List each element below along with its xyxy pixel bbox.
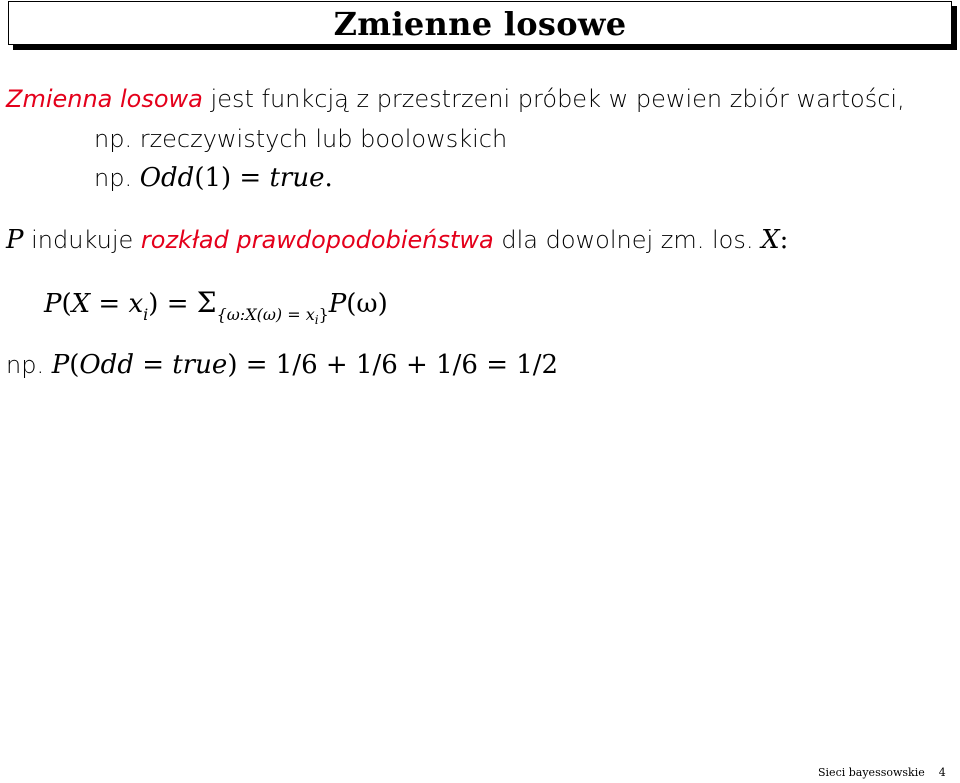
example-func: Odd: [139, 163, 195, 193]
para2-line: [6, 225, 788, 255]
para2-colon: :: [779, 225, 789, 255]
footer-page-number: 4: [938, 766, 946, 779]
term-distribution: rozkład prawdopodobieństwa: [140, 226, 494, 254]
formula-lhs-i: i: [143, 305, 149, 324]
example2-open: (: [69, 350, 80, 380]
example-end: .: [324, 163, 333, 193]
example-prefix: np.: [94, 164, 140, 192]
formula-sum-sub: {ω:X(ω) = x: [216, 305, 315, 324]
formula-lhs-eq: =: [90, 289, 129, 319]
example2: [6, 350, 558, 380]
example2-prefix: np.: [6, 351, 52, 379]
example2-true: true: [172, 350, 228, 380]
example-arg: (1): [194, 163, 232, 193]
para1-text: jest funkcją z przestrzeni próbek w pewien zbiór wartości,: [202, 85, 905, 113]
example2-p: P: [51, 350, 70, 380]
para1-example: [94, 163, 333, 193]
example2-rest: = 1/6 + 1/6 + 1/6 = 1/2: [237, 350, 559, 380]
formula-sum: Σ: [196, 286, 217, 319]
example2-close: ): [227, 350, 238, 380]
formula-lhs-p: P: [44, 289, 62, 319]
example-eq: =: [231, 163, 270, 193]
formula-lhs-xi: x: [128, 289, 144, 319]
example2-eq: =: [133, 350, 173, 380]
para2-text1: indukuje: [23, 226, 141, 254]
formula-rhs-arg: (ω): [346, 289, 388, 319]
formula-lhs-close: ): [148, 289, 159, 319]
example2-odd: Odd: [79, 350, 134, 380]
formula-lhs-x: X: [71, 289, 91, 319]
slide-footer: [818, 766, 946, 780]
formula-lhs-open: (: [61, 289, 72, 319]
slide-title: Zmienne losowe: [333, 5, 627, 43]
para1-line1: [6, 84, 905, 114]
formula: [44, 286, 388, 327]
formula-rhs-p: P: [328, 289, 347, 319]
footer-title: Sieci bayessowskie: [818, 766, 925, 779]
formula-sum-sub-i: i: [314, 313, 319, 327]
formula-eq: =: [158, 289, 197, 319]
para2-var-p: P: [6, 225, 24, 255]
para2-var-x: X: [761, 225, 780, 255]
term-random-variable: Zmienna losowa: [6, 85, 203, 113]
slide-title-box: [8, 1, 952, 45]
para1-line2: np. rzeczywistych lub boolowskich: [94, 125, 508, 153]
formula-sum-sub-close: }: [318, 305, 329, 324]
para2-text2: dla dowolnej zm. los.: [493, 226, 762, 254]
example-val: true: [269, 163, 325, 193]
